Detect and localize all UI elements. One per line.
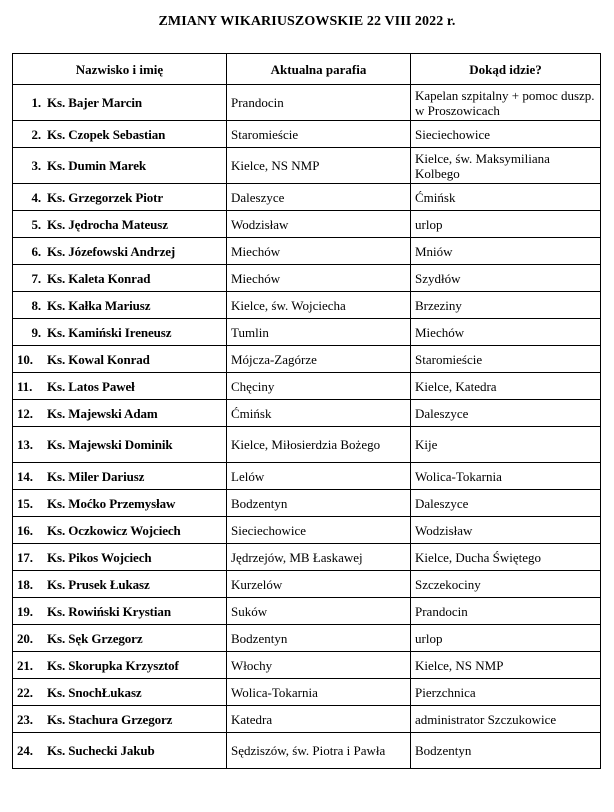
row-number: 17. <box>17 549 33 565</box>
cell-destination: Kije <box>411 427 601 463</box>
cell-current-parish: Staromieście <box>227 121 411 148</box>
cell-name <box>13 706 227 733</box>
cell-current-parish: Suków <box>227 598 411 625</box>
priest-name: Ks. Jędrocha Mateusz <box>47 216 168 232</box>
priest-name: Ks. Moćko Przemysław <box>47 495 176 511</box>
cell-name <box>13 400 227 427</box>
table-row <box>13 400 601 427</box>
column-header-destination: Dokąd idzie? <box>411 54 601 85</box>
cell-name <box>13 427 227 463</box>
cell-current-parish: Kielce, św. Wojciecha <box>227 292 411 319</box>
cell-name <box>13 238 227 265</box>
row-number: 4. <box>31 189 41 205</box>
cell-name <box>13 544 227 571</box>
priest-name: Ks. Majewski Adam <box>47 405 158 421</box>
priest-name: Ks. Stachura Grzegorz <box>47 711 173 727</box>
cell-destination: Mniów <box>411 238 601 265</box>
cell-name <box>13 211 227 238</box>
row-number: 14. <box>17 468 33 484</box>
vicar-changes-table <box>12 53 601 769</box>
priest-name: Ks. Suchecki Jakub <box>47 743 155 758</box>
row-number: 13. <box>17 437 33 452</box>
cell-destination: Wolica-Tokarnia <box>411 463 601 490</box>
cell-destination: Daleszyce <box>411 400 601 427</box>
row-number: 15. <box>17 495 33 511</box>
cell-destination: Kielce, NS NMP <box>411 652 601 679</box>
cell-destination: Miechów <box>411 319 601 346</box>
table-row <box>13 292 601 319</box>
cell-destination: Brzeziny <box>411 292 601 319</box>
table-row <box>13 598 601 625</box>
cell-current-parish: Chęciny <box>227 373 411 400</box>
row-number: 19. <box>17 603 33 619</box>
row-number: 12. <box>17 405 33 421</box>
cell-current-parish: Wolica-Tokarnia <box>227 679 411 706</box>
priest-name: Ks. Dumin Marek <box>47 158 147 173</box>
row-number: 22. <box>17 684 33 700</box>
cell-name <box>13 571 227 598</box>
cell-current-parish: Prandocin <box>227 85 411 121</box>
cell-destination: Kielce, Katedra <box>411 373 601 400</box>
cell-destination: Szydłów <box>411 265 601 292</box>
table-row <box>13 733 601 769</box>
cell-current-parish: Miechów <box>227 238 411 265</box>
cell-name <box>13 517 227 544</box>
table-row <box>13 679 601 706</box>
cell-name <box>13 148 227 184</box>
cell-current-parish: Ćmińsk <box>227 400 411 427</box>
priest-name: Ks. Miler Dariusz <box>47 468 145 484</box>
cell-destination: Staromieście <box>411 346 601 373</box>
cell-current-parish: Sieciechowice <box>227 517 411 544</box>
cell-name <box>13 265 227 292</box>
row-number: 8. <box>31 297 41 313</box>
row-number: 6. <box>31 243 41 259</box>
cell-current-parish: Włochy <box>227 652 411 679</box>
cell-name <box>13 292 227 319</box>
row-number: 20. <box>17 630 33 646</box>
priest-name: Ks. Sęk Grzegorz <box>47 630 143 646</box>
table-row <box>13 544 601 571</box>
row-number: 10. <box>17 351 33 367</box>
cell-name <box>13 346 227 373</box>
row-number: 9. <box>31 324 41 340</box>
table-row <box>13 571 601 598</box>
cell-current-parish: Jędrzejów, MB Łaskawej <box>227 544 411 571</box>
row-number: 16. <box>17 522 33 538</box>
table-row <box>13 706 601 733</box>
table-row <box>13 148 601 184</box>
cell-name <box>13 679 227 706</box>
cell-destination: Bodzentyn <box>411 733 601 769</box>
table-row <box>13 625 601 652</box>
cell-name <box>13 625 227 652</box>
cell-destination: Kielce, Ducha Świętego <box>411 544 601 571</box>
cell-current-parish: Kielce, Miłosierdzia Bożego <box>227 427 411 463</box>
cell-destination: Sieciechowice <box>411 121 601 148</box>
priest-name: Ks. Grzegorzek Piotr <box>47 189 164 205</box>
cell-name <box>13 598 227 625</box>
priest-name: Ks. Józefowski Andrzej <box>47 243 176 259</box>
cell-current-parish: Katedra <box>227 706 411 733</box>
cell-destination: Wodzisław <box>411 517 601 544</box>
priest-name: Ks. SnochŁukasz <box>47 684 142 700</box>
cell-current-parish: Lelów <box>227 463 411 490</box>
row-number: 1. <box>31 95 41 110</box>
table-row <box>13 517 601 544</box>
priest-name: Ks. Oczkowicz Wojciech <box>47 522 181 538</box>
priest-name: Ks. Latos Paweł <box>47 378 135 394</box>
cell-name <box>13 373 227 400</box>
column-header-current-parish: Aktualna parafia <box>227 54 411 85</box>
cell-name <box>13 652 227 679</box>
priest-name: Ks. Majewski Dominik <box>47 437 173 452</box>
cell-destination: urlop <box>411 211 601 238</box>
table-row <box>13 652 601 679</box>
row-number: 21. <box>17 657 33 673</box>
table-row <box>13 184 601 211</box>
priest-name: Ks. Rowiński Krystian <box>47 603 171 619</box>
cell-name <box>13 319 227 346</box>
cell-destination: urlop <box>411 625 601 652</box>
row-number: 5. <box>31 216 41 232</box>
priest-name: Ks. Kałka Mariusz <box>47 297 151 313</box>
cell-name <box>13 490 227 517</box>
row-number: 3. <box>31 158 41 173</box>
priest-name: Ks. Kowal Konrad <box>47 351 150 367</box>
cell-name <box>13 85 227 121</box>
cell-current-parish: Sędziszów, św. Piotra i Pawła <box>227 733 411 769</box>
cell-name <box>13 463 227 490</box>
cell-current-parish: Kurzelów <box>227 571 411 598</box>
cell-name <box>13 733 227 769</box>
cell-destination: Pierzchnica <box>411 679 601 706</box>
priest-name: Ks. Kamiński Ireneusz <box>47 324 172 340</box>
priest-name: Ks. Czopek Sebastian <box>47 126 166 142</box>
cell-name <box>13 121 227 148</box>
cell-current-parish: Miechów <box>227 265 411 292</box>
cell-destination: Kapelan szpitalny + pomoc duszp. w Proszowicach <box>411 85 601 121</box>
table-header-row <box>13 54 601 85</box>
table-row <box>13 346 601 373</box>
table-row <box>13 85 601 121</box>
cell-current-parish: Kielce, NS NMP <box>227 148 411 184</box>
table-row <box>13 427 601 463</box>
cell-destination: Daleszyce <box>411 490 601 517</box>
cell-current-parish: Bodzentyn <box>227 625 411 652</box>
cell-destination: Prandocin <box>411 598 601 625</box>
priest-name: Ks. Pikos Wojciech <box>47 549 152 565</box>
row-number: 2. <box>31 126 41 142</box>
row-number: 7. <box>31 270 41 286</box>
table-row <box>13 121 601 148</box>
cell-current-parish: Tumlin <box>227 319 411 346</box>
cell-current-parish: Bodzentyn <box>227 490 411 517</box>
cell-current-parish: Daleszyce <box>227 184 411 211</box>
priest-name: Ks. Kaleta Konrad <box>47 270 151 286</box>
cell-destination: Ćmińsk <box>411 184 601 211</box>
priest-name: Ks. Skorupka Krzysztof <box>47 657 179 673</box>
row-number: 23. <box>17 711 33 727</box>
cell-current-parish: Mójcza-Zagórze <box>227 346 411 373</box>
table-body <box>13 85 601 769</box>
table-row <box>13 463 601 490</box>
row-number: 11. <box>17 378 33 394</box>
priest-name: Ks. Bajer Marcin <box>47 95 143 110</box>
cell-destination: Szczekociny <box>411 571 601 598</box>
row-number: 24. <box>17 743 33 758</box>
table-row <box>13 373 601 400</box>
cell-destination: administrator Szczukowice <box>411 706 601 733</box>
page-title: ZMIANY WIKARIUSZOWSKIE 22 VIII 2022 r. <box>158 14 456 29</box>
table-row <box>13 319 601 346</box>
row-number: 18. <box>17 576 33 592</box>
column-header-name: Nazwisko i imię <box>13 54 227 85</box>
priest-name: Ks. Prusek Łukasz <box>47 576 150 592</box>
cell-current-parish: Wodzisław <box>227 211 411 238</box>
table-row <box>13 211 601 238</box>
cell-name <box>13 184 227 211</box>
table-row <box>13 490 601 517</box>
table-row <box>13 265 601 292</box>
table-row <box>13 238 601 265</box>
cell-destination: Kielce, św. Maksymiliana Kolbego <box>411 148 601 184</box>
